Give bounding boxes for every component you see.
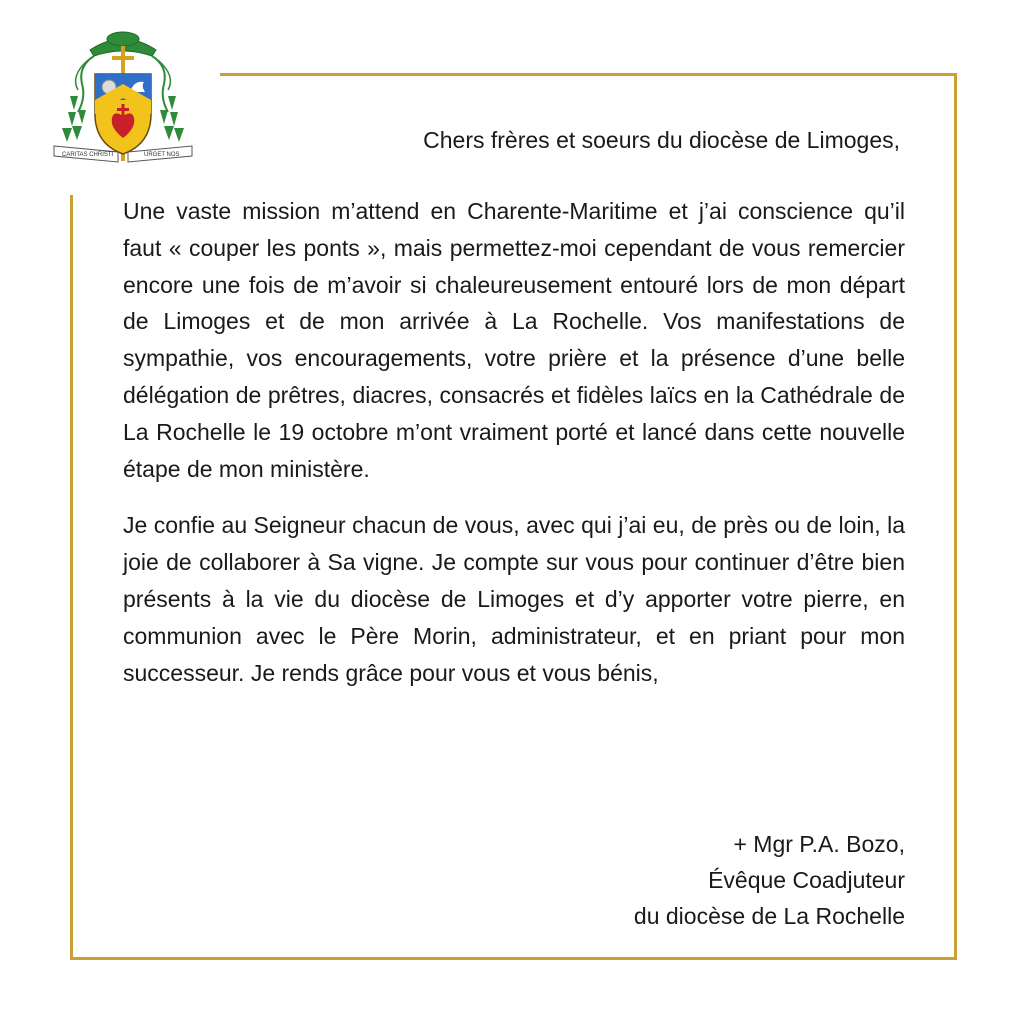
letter-greeting: Chers frères et soeurs du diocèse de Limoges,: [423, 127, 900, 153]
letter-signature: [634, 826, 905, 934]
frame-border-right: [954, 73, 957, 960]
episcopal-coat-of-arms-icon: [48, 26, 198, 176]
signature-diocese: du diocèse de La Rochelle: [633, 903, 905, 929]
letter-paragraph: Une vaste mission m’attend en Charente-Maritime et j’ai conscience qu’il faut « couper les ponts », mais permettez-moi cependant de vous remercier encore une fois de m’avoir si chaleureusement entouré lors de mon départ de Limoges et de mon arrivée à La Rochelle. Vos manifestations de sympathie, vos encouragements, votre prière et la présence d’une belle délégation de prêtres, diacres, consacrés et fidèles laïcs en la Cathédrale de La Rochelle le 19 octobre m’ont vraiment porté et lancé dans cette nouvelle étape de mon ministère.: [123, 198, 905, 482]
signature-title: Évêque Coadjuteur: [708, 867, 905, 893]
frame-border-bottom: [70, 957, 957, 960]
signature-name: + Mgr P.A. Bozo,: [733, 831, 905, 857]
letter-body: [123, 193, 905, 711]
letter-paragraph: Je confie au Seigneur chacun de vous, avec qui j’ai eu, de près ou de loin, la joie de collaborer à Sa vigne. Je compte sur vous pour continuer d’être bien présents à la vie du diocèse de Limoges et d’y apporter votre pierre, en communion avec le Père Morin, administrateur, et en priant pour mon successeur. Je rends grâce pour vous et vous bénis,: [123, 512, 905, 686]
frame-border-top: [220, 73, 957, 76]
frame-border-left: [70, 195, 73, 960]
motto-right-text: URGET NOS: [144, 152, 180, 158]
motto-left-text: CARITAS CHRISTI: [62, 152, 114, 158]
